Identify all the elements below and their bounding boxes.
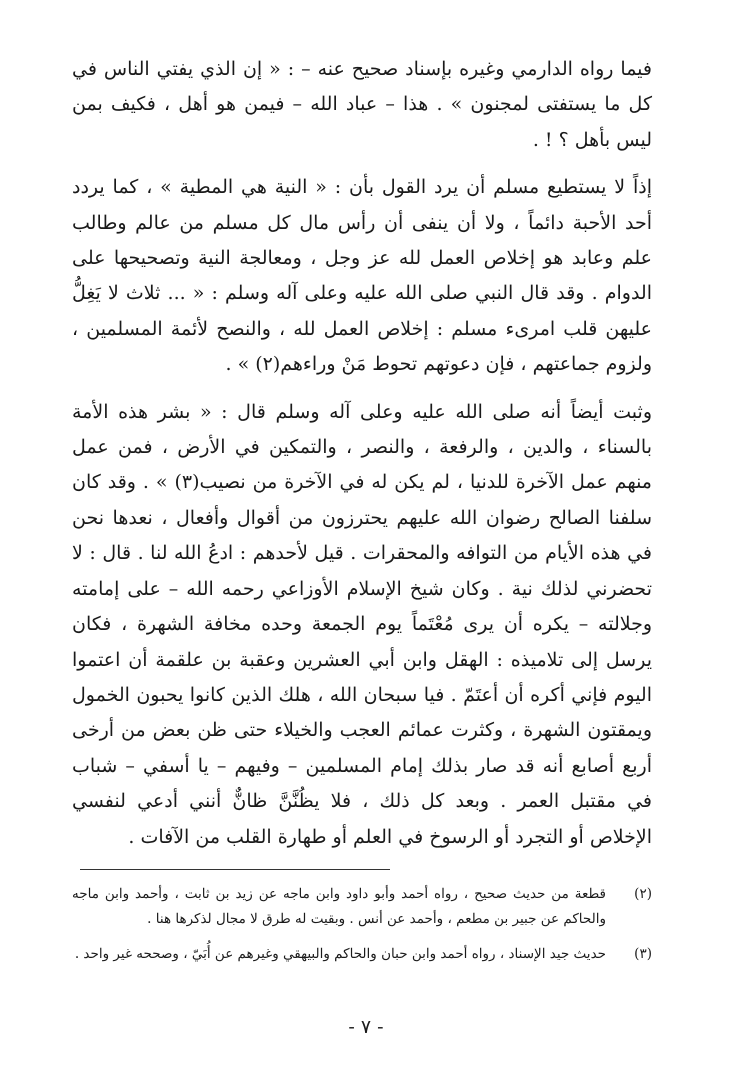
- footnote-text: حديث جيد الإسناد ، رواه أحمد وابن حبان والحاكم والبيهقي وغيرهم عن أُبَيّ ، وصححه غير واحد .: [74, 945, 606, 962]
- footnote-number: (٢): [634, 885, 652, 902]
- footnote-number: (٣): [634, 945, 652, 962]
- footnote-2: [72, 882, 652, 932]
- footnote-3: [72, 942, 652, 967]
- paragraph-1: فيما رواه الدارمي وغيره بإسناد صحيح عنه – : « إن الذي يفتي الناس في كل ما يستفتى لمجنون » . هذا – عباد الله – فيمن هو أهل ، فكيف بمن ليس بأهل ؟ ! .: [72, 58, 652, 151]
- page-number: - ٧ -: [348, 1016, 384, 1038]
- footnote-text: قطعة من حديث صحيح ، رواه أحمد وأبو داود وابن ماجه عن زيد بن ثابت ، وأحمد وابن ماجه والحاكم عن جبير بن مطعم ، وأحمد عن أنس . وبقيت له طرق لا مجال لذكرها هنا .: [72, 885, 606, 927]
- paragraph-2: إذاً لا يستطيع مسلم أن يرد القول بأن : « النية هي المطية » ، كما يردد أحد الأحبة دائماً ، ولا أن ينفى أن رأس مال كل مسلم من عالم وطالب علم وعابد هو إخلاص العمل لله عز وجل ، ومعالجة النية وتصحيحها على الدوام . وقد قال النبي صلى الله عليه وعلى آله وسلم : « ... ثلاث لا يَغِلُّ عليهن قلب امرىء مسلم : إخلاص العمل لله ، والنصح لأئمة المسلمين ، ولزوم جماعتهم ، فإن دعوتهم تحوط مَنْ وراءهم(٢) » .: [72, 176, 652, 376]
- main-text: [72, 52, 652, 855]
- footnotes: [72, 882, 652, 967]
- paragraph-3: وثبت أيضاً أنه صلى الله عليه وعلى آله وسلم قال : « بشر هذه الأمة بالسناء ، والدين ، والرفعة ، والنصر ، والتمكين في الأرض ، فمن عمل منهم عمل الآخرة للدنيا ، لم يكن له في الآخرة من نصيب(٣) » . وقد كان سلفنا الصالح رضوان الله عليهم يحترزون من أقوال وأفعال ، نعدها نحن في هذه الأيام من التوافه والمحقرات . قيل لأحدهم : ادعُ الله لنا . قال : لا تحضرني لذلك نية . وكان شيخ الإسلام الأوزاعي رحمه الله – على إمامته وجلالته – يكره أن يرى مُعْتَماً يوم الجمعة وحده مخافة الشهرة ، فكان يرسل إلى تلاميذه : الهقل وابن أبي العشرين وعقبة بن علقمة أن اعتموا اليوم فإني أكره أن أعتَمّ . فيا سبحان الله ، هلك الذين كانوا يحبون الخمول ويمقتون الشهرة ، وكثرت عمائم العجب والخيلاء حتى ظن بعض من أرخى أربع أصابع أنه قد صار بذلك إمام المسلمين – وفيهم – يا أسفي – شباب في مقتبل العمر . وبعد كل ذلك ، فلا يظُنَّنَّ ظانٌّ أنني أدعي لنفسي الإخلاص أو التجرد أو الرسوخ في العلم أو طهارة القلب من الآفات .: [72, 400, 652, 848]
- footnote-divider: [80, 869, 390, 870]
